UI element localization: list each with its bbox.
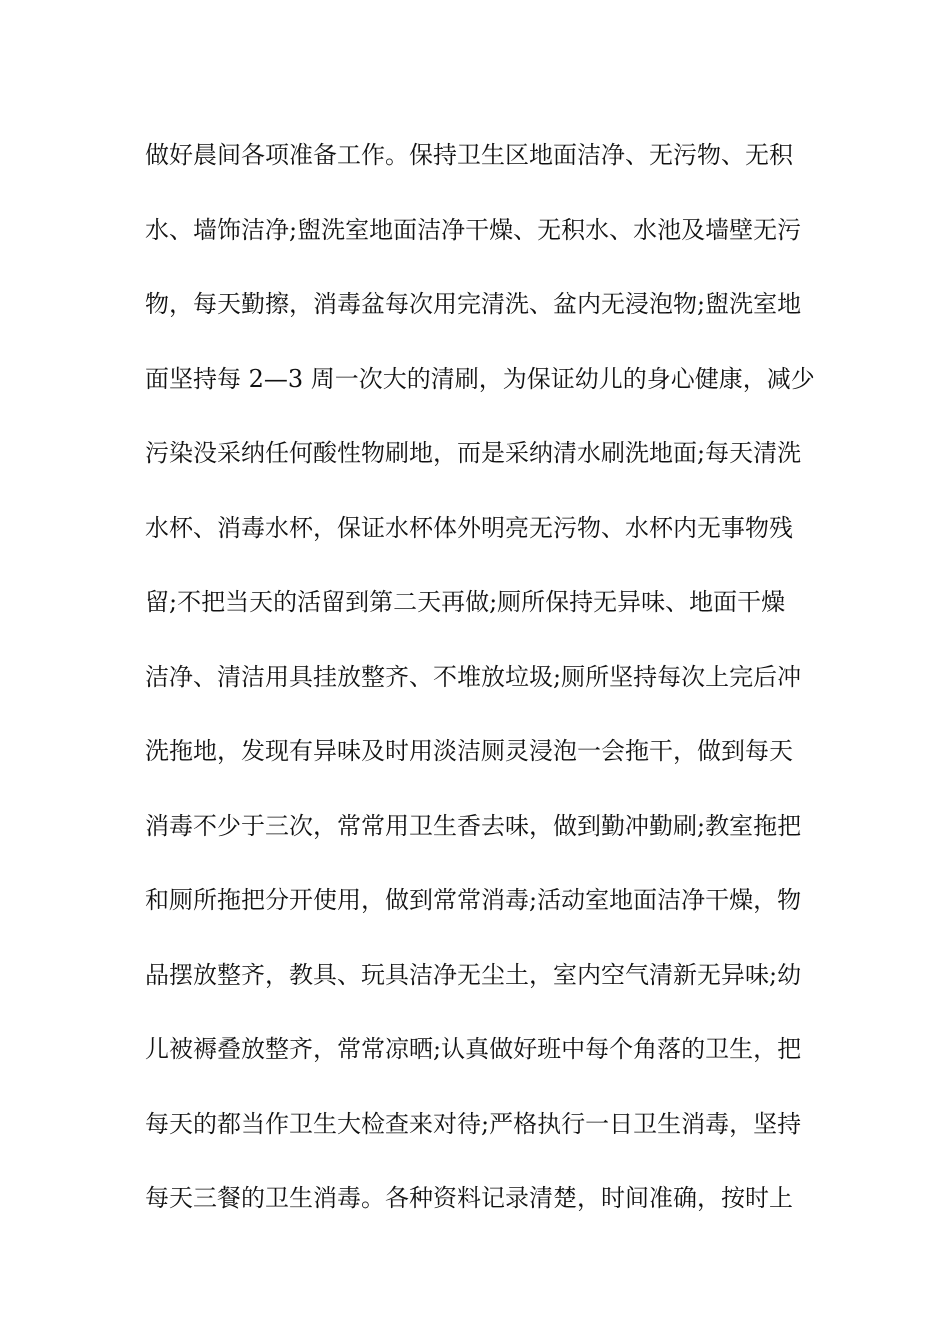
- text-line: 水、墙饰洁净;盥洗室地面洁净干燥、无积水、水池及墙壁无污: [145, 215, 802, 244]
- text-line: 每天的都当作卫生大检查来对待;严格执行一日卫生消毒，坚持: [145, 1109, 802, 1138]
- body-paragraph: [145, 132, 815, 1250]
- text-line: 和厕所拖把分开使用，做到常常消毒;活动室地面洁净干燥，物: [145, 886, 802, 914]
- text-line: 消毒不少于三次，常常用卫生香去味，做到勤冲勤刷;教室拖把: [145, 811, 802, 840]
- text-line: 洁净、清洁用具挂放整齐、不堆放垃圾;厕所坚持每次上完后冲: [145, 662, 802, 691]
- text-line: 洗拖地，发现有异味及时用淡洁厕灵浸泡一会拖干，做到每天: [145, 737, 793, 765]
- text-line: 品摆放整齐，教具、玩具洁净无尘土，室内空气清新无异味;幼: [145, 960, 802, 989]
- text-line: 面坚持每 2—3 周一次大的清刷，为保证幼儿的身心健康，减少: [145, 364, 815, 393]
- text-line: 留;不把当天的活留到第二天再做;厕所保持无异味、地面干燥: [145, 588, 786, 616]
- text-line: 每天三餐的卫生消毒。各种资料记录清楚，时间准确，按时上: [145, 1184, 793, 1212]
- text-line: 做好晨间各项准备工作。保持卫生区地面洁净、无污物、无积: [145, 141, 793, 169]
- text-line: 水杯、消毒水杯，保证水杯体外明亮无污物、水杯内无事物残: [145, 513, 793, 542]
- text-line: 污染没采纳任何酸性物刷地，而是采纳清水刷洗地面;每天清洗: [145, 439, 802, 467]
- text-line: 物，每天勤擦，消毒盆每次用完清洗、盆内无浸泡物;盥洗室地: [145, 290, 802, 318]
- text-line: 儿被褥叠放整齐，常常凉晒;认真做好班中每个角落的卫生，把: [145, 1035, 802, 1063]
